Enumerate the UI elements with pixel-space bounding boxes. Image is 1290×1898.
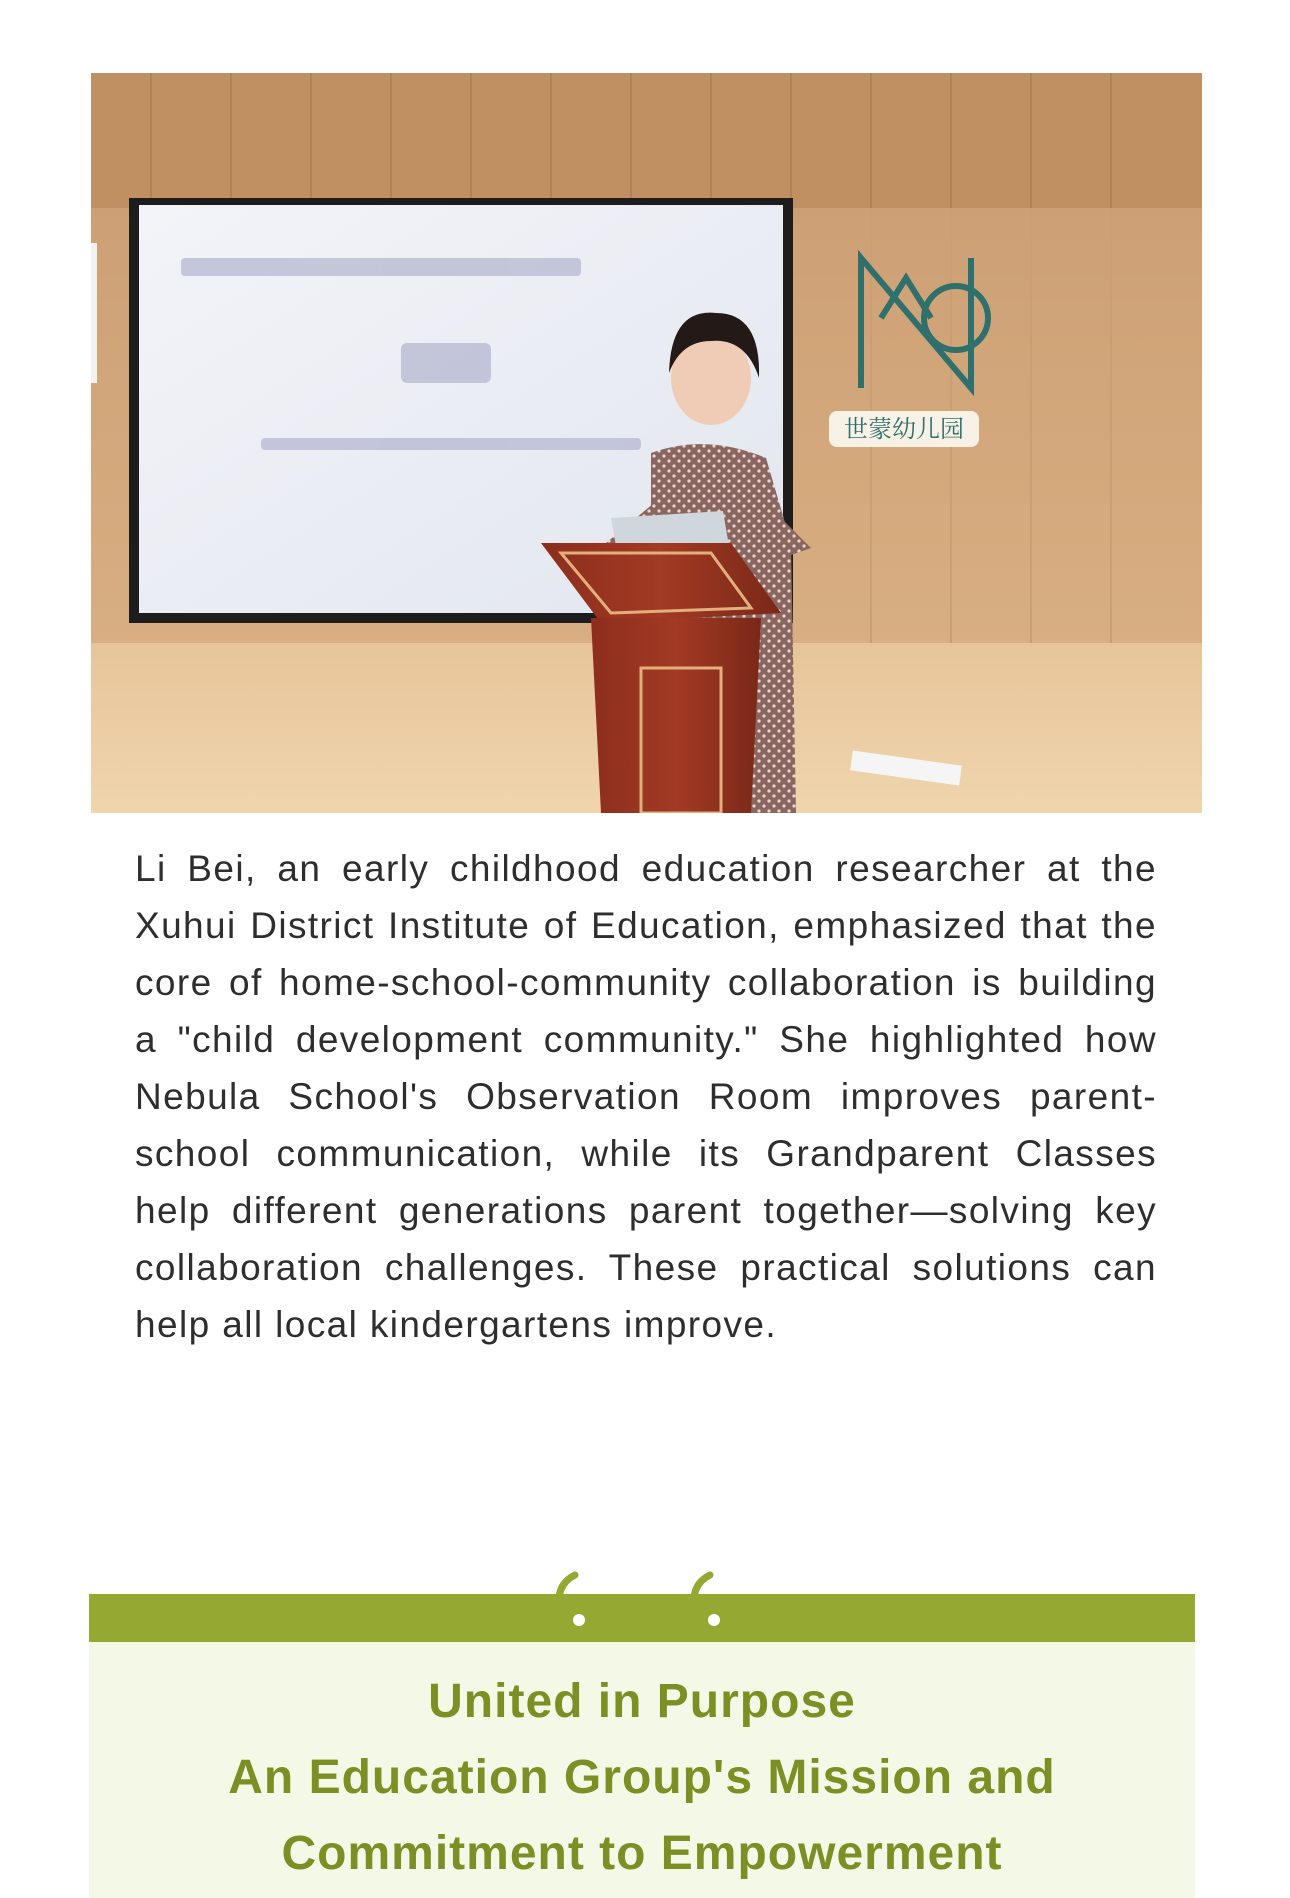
section-title-line-1: United in Purpose xyxy=(428,1675,856,1728)
sign-text: 世蒙幼儿园 xyxy=(844,415,964,443)
event-photo xyxy=(91,73,1202,813)
section-title-line-2: An Education Group's Mission and xyxy=(228,1751,1056,1804)
article-paragraph: Li Bei, an early childhood education researcher at the Xuhui District Institute of Education, emphasized that the core of home-school-community collaboration is building a "child development community." She highlighted how Nebula School's Observation Room improves parent-school communication, while its Grandparent Classes help different generations parent together—solving key collaboration challenges. These practical solutions can help all local kindergartens improve. xyxy=(135,848,1157,1345)
section-title xyxy=(89,1664,1195,1892)
event-photo-illustration xyxy=(91,73,1202,813)
section-title-line-3: Commitment to Empowerment xyxy=(281,1827,1003,1880)
quote-marks-icon xyxy=(545,1560,765,1640)
